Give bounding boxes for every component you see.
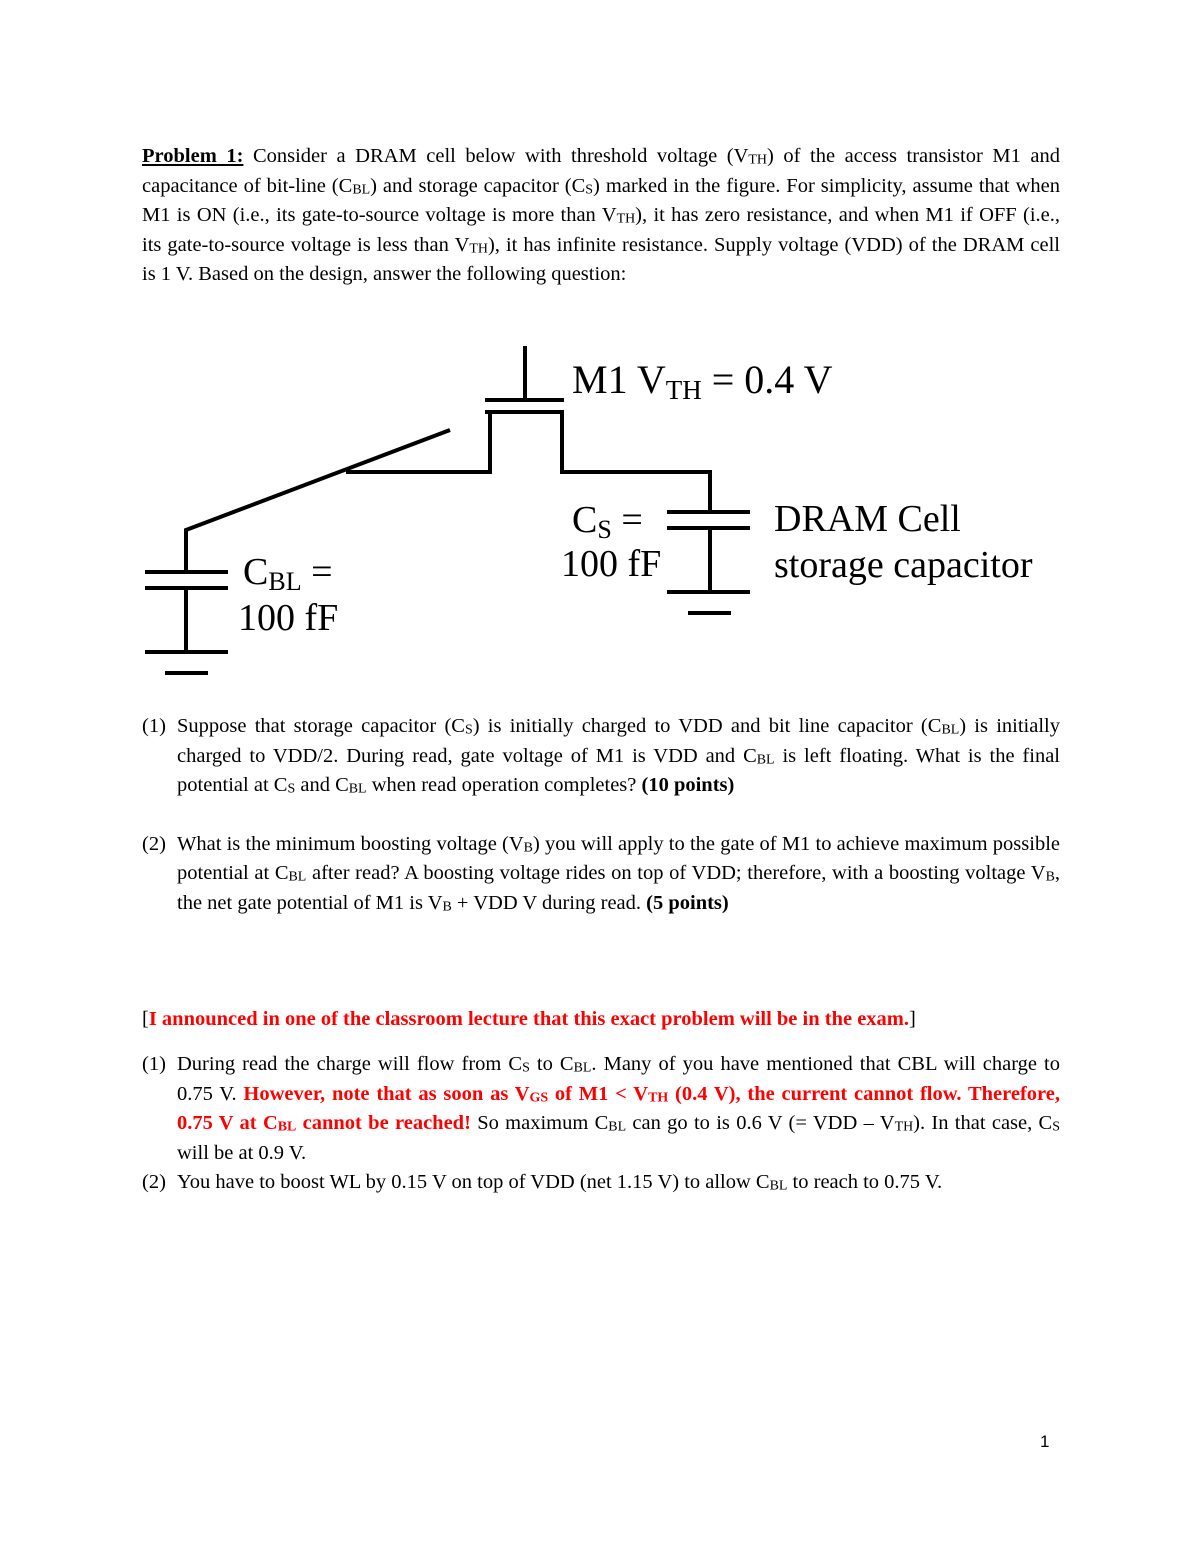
question-2 bbox=[142, 830, 1060, 919]
text-run: ) you will apply to the gate of M1 to achieve maximum possible potential at C bbox=[177, 832, 1060, 884]
question-text bbox=[177, 830, 1060, 919]
subscript: BL bbox=[769, 1178, 788, 1194]
text-run: You have to boost WL by 0.15 V on top of VDD (net 1.15 V) to allow C bbox=[177, 1171, 770, 1193]
question-text bbox=[177, 712, 1060, 801]
subscript: B bbox=[1045, 869, 1055, 885]
subscript: S bbox=[1052, 1119, 1060, 1135]
bit-line bbox=[186, 430, 450, 570]
highlight-subscript: GS bbox=[529, 1090, 549, 1106]
problem-label: Problem 1: bbox=[142, 145, 244, 167]
cbl-value: 100 fF bbox=[238, 597, 339, 639]
text-run: ), it has infinite resistance. Supply voltage (VDD) of the DRAM cell is 1 V. Based on the design, answer the following question: bbox=[142, 233, 1060, 285]
text-run: What is the minimum boosting voltage (V bbox=[177, 832, 524, 855]
answer-1 bbox=[142, 1050, 1060, 1168]
text-run: + VDD V during read. bbox=[451, 891, 647, 914]
text-run: , the net gate potential of M1 is V bbox=[177, 862, 1060, 914]
text-run: ). In that case, C bbox=[913, 1112, 1053, 1134]
answer-number: (1) bbox=[142, 1053, 166, 1075]
subscript: BL bbox=[608, 1119, 627, 1135]
subscript: B bbox=[523, 840, 533, 856]
text-run: to reach to 0.75 V. bbox=[787, 1171, 943, 1193]
text-run: after read? A boosting voltage rides on top of VDD; therefore, with a boosting voltage V bbox=[306, 862, 1046, 884]
text-run: to C bbox=[529, 1053, 574, 1075]
highlight-subscript: BL bbox=[277, 1119, 297, 1135]
text-run: is left floating. What is the final potential at C bbox=[177, 744, 1060, 796]
text-run: ) of the access transistor M1 and capacitance of bit-line (C bbox=[142, 145, 1061, 197]
announcement-text: I announced in one of the classroom lecture that this exact problem will be in the exam. bbox=[148, 1008, 910, 1030]
points-label: (10 points) bbox=[641, 774, 735, 796]
page-number: 1 bbox=[1040, 1432, 1050, 1451]
subscript: TH bbox=[748, 152, 768, 168]
subscript: S bbox=[585, 182, 594, 198]
subscript: S bbox=[464, 722, 473, 738]
subscript: B bbox=[442, 899, 452, 915]
answer-text bbox=[177, 1168, 1060, 1198]
text-run: . Many of you have mentioned that CBL will charge to 0.75 V. bbox=[177, 1053, 1061, 1105]
answer-text bbox=[177, 1050, 1060, 1168]
question-1 bbox=[142, 712, 1060, 801]
question-number: (1) bbox=[142, 715, 166, 737]
text-run: Consider a DRAM cell below with threshold voltage (V bbox=[243, 145, 749, 167]
text-run: Suppose that storage capacitor (C bbox=[177, 715, 465, 737]
highlight-text: However, note that as soon as V bbox=[243, 1082, 530, 1105]
announcement bbox=[142, 1005, 1060, 1035]
transistor-label: M1 VTH = 0.4 V bbox=[572, 357, 833, 405]
highlight-text: of M1 < V bbox=[548, 1082, 649, 1105]
announcement-open-bracket: [ bbox=[142, 1008, 149, 1030]
text-run: During read the charge will flow from C bbox=[177, 1053, 523, 1075]
answer-list bbox=[142, 1050, 1060, 1198]
highlight-text: (0.4 V), the current cannot flow. Therefore, 0.75 V at C bbox=[177, 1082, 1060, 1134]
cell-label-line1: DRAM Cell bbox=[774, 498, 961, 540]
cell-label-line2: storage capacitor bbox=[774, 544, 1033, 586]
subscript: TH bbox=[469, 241, 488, 257]
cbl-label: CBL = bbox=[243, 551, 333, 596]
highlight-subscript: TH bbox=[648, 1090, 669, 1106]
dram-cell-circuit bbox=[0, 330, 1200, 690]
text-run: will be at 0.9 V. bbox=[177, 1141, 307, 1164]
subscript: BL bbox=[573, 1060, 592, 1076]
subscript: BL bbox=[941, 722, 960, 738]
subscript: BL bbox=[756, 752, 775, 768]
answer-number: (2) bbox=[142, 1171, 166, 1193]
problem-statement bbox=[142, 142, 1060, 290]
text-run: ) is initially charged to VDD/2. During read, gate voltage of M1 is VDD and C bbox=[177, 715, 1060, 767]
text-run: ) is initially charged to VDD and bit line capacitor (C bbox=[472, 715, 942, 737]
text-run: ) and storage capacitor (C bbox=[370, 174, 586, 197]
subscript: S bbox=[287, 781, 296, 797]
subscript: TH bbox=[894, 1119, 914, 1135]
subscript: BL bbox=[288, 869, 307, 885]
answer-2 bbox=[142, 1168, 1060, 1198]
question-list bbox=[142, 712, 1060, 918]
transistor-right-terminal bbox=[562, 412, 710, 510]
question-number: (2) bbox=[142, 832, 166, 855]
text-run: when read operation completes? bbox=[366, 774, 642, 796]
subscript: BL bbox=[348, 781, 367, 797]
points-label: (5 points) bbox=[646, 891, 729, 914]
subscript: TH bbox=[616, 211, 636, 227]
text-run: ), it has zero resistance, and when M1 if OFF (i.e., its gate-to-source voltage is less than V bbox=[142, 204, 1061, 256]
subscript: BL bbox=[352, 182, 371, 198]
highlight-text: cannot be reached! bbox=[296, 1112, 471, 1134]
subscript: S bbox=[522, 1060, 530, 1076]
text-run: can go to is 0.6 V (= VDD – V bbox=[626, 1112, 895, 1134]
cs-value: 100 fF bbox=[561, 543, 662, 585]
problem-intro bbox=[142, 145, 1060, 285]
cs-label: CS = bbox=[572, 499, 643, 544]
text-run: ) marked in the figure. For simplicity, assume that when M1 is ON (i.e., its gate-to-source voltage is more than V bbox=[142, 174, 1060, 226]
text-run: and C bbox=[295, 774, 349, 796]
text-run: So maximum C bbox=[470, 1112, 609, 1134]
announcement-close-bracket: ] bbox=[909, 1008, 916, 1030]
